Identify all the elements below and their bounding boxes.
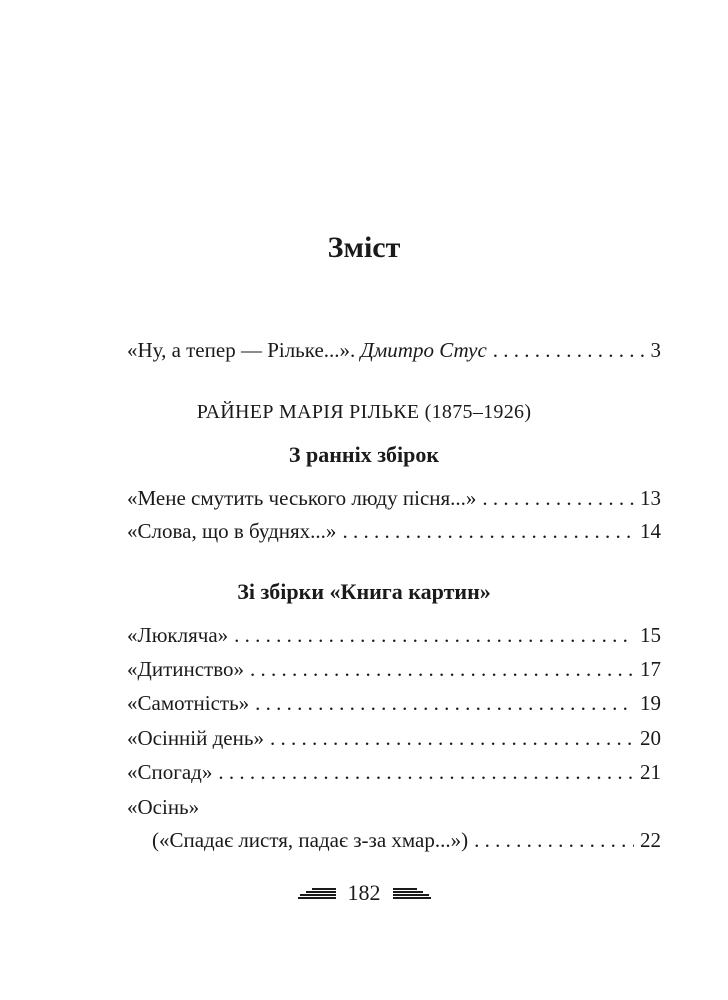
leader-dots [342,517,634,545]
toc-entry-page: 3 [650,338,661,362]
toc-entry-title: «Мене смутить чеського люду пісня...» [127,486,477,510]
page-number: 182 [347,880,381,905]
toc-entry-multiline-continuation[interactable] [152,826,661,854]
page-footer [0,878,728,908]
footer-ornament-left [298,887,336,899]
toc-entry-title: «Осінній день» [127,726,264,750]
section-heading: Зі збірки «Книга картин» [237,579,491,604]
toc-entry[interactable] [127,655,661,683]
toc-entry-page: 22 [640,828,661,852]
toc-entry-multiline-title[interactable]: «Осінь» [127,795,200,819]
toc-entry[interactable] [127,758,661,786]
toc-entry-page: 14 [640,519,661,543]
toc-entry-page: 15 [640,623,661,647]
toc-entry-text [127,336,487,364]
toc-entry-subtitle: («Спадає листя, падає з-за хмар...») [152,828,469,852]
toc-entry[interactable] [127,689,661,717]
toc-entry-title: «Спогад» [127,760,213,784]
leader-dots [234,621,634,649]
leader-dots [474,826,634,854]
leader-dots [270,724,634,752]
toc-entry-page: 17 [640,657,661,681]
toc-entry-intro[interactable] [127,336,661,364]
toc-entry[interactable] [127,484,661,512]
toc-entry[interactable] [127,621,661,649]
leader-dots [493,336,645,364]
page-title: Зміст [327,231,401,264]
toc-entry-title: «Самотність» [127,691,250,715]
toc-entry-title: «Люкляча» [127,623,229,647]
toc-entry[interactable] [127,517,661,545]
toc-entry-page: 19 [640,691,661,715]
footer-ornament-right [393,887,431,899]
toc-entry-page: 21 [640,760,661,784]
toc-entry[interactable] [127,724,661,752]
toc-entry-title: «Дитинство» [127,657,244,681]
toc-entry-title: «Ну, а тепер — Рільке...». [127,338,361,362]
leader-dots [482,484,634,512]
toc-entry-title: «Слова, що в буднях...» [127,519,337,543]
toc-entry-author: Дмитро Стус [360,338,487,362]
leader-dots [218,758,634,786]
toc-entry-page: 13 [640,486,661,510]
leader-dots [255,689,634,717]
author-heading: РАЙНЕР МАРІЯ РІЛЬКЕ (1875–1926) [196,401,532,423]
section-heading: З ранніх збірок [288,442,440,467]
toc-entry-page: 20 [640,726,661,750]
leader-dots [250,655,634,683]
